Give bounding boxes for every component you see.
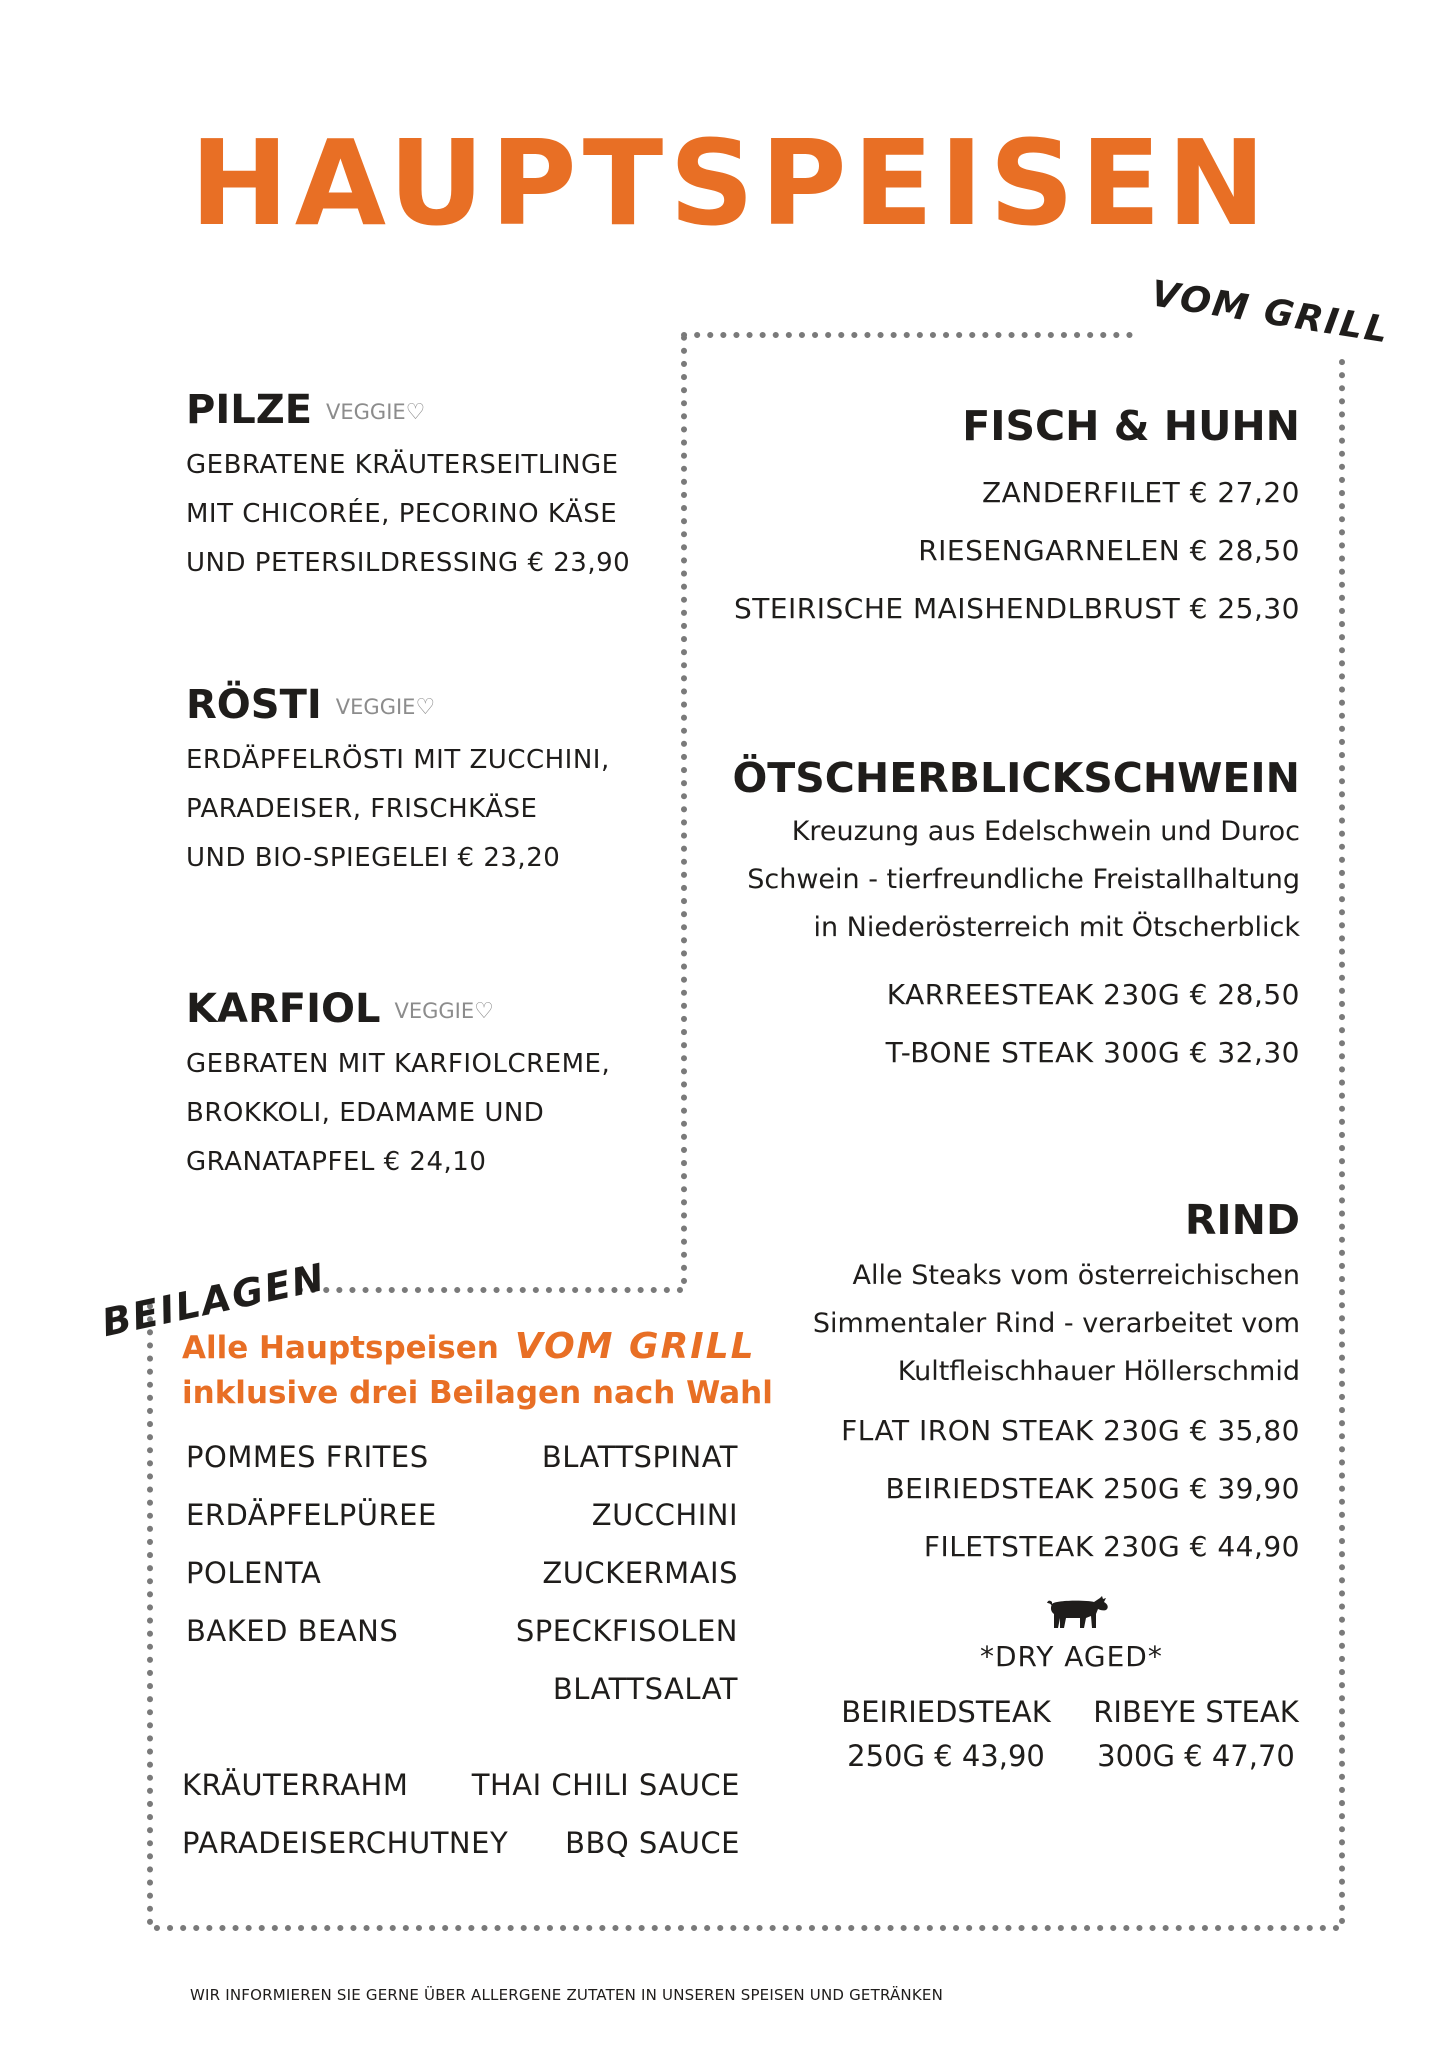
dish-description-roesti: ERDÄPFELRÖSTI MIT ZUCCHINI, PARADEISER, FRISCHKÄSE UND BIO-SPIEGELEI € 23,20 (186, 745, 610, 873)
section-description: Schwein - tierfreundliche Freistallhaltung (747, 864, 1300, 895)
heart-icon: ♡ (405, 399, 426, 425)
sauce-list-right (440, 1756, 740, 1872)
veggie-badge: VEGGIE♡ (326, 399, 426, 425)
menu-item: FLAT IRON STEAK 230G € 35,80 (841, 1414, 1300, 1447)
page-title: HAUPTSPEISEN (190, 114, 1272, 252)
side-item: POLENTA (186, 1556, 322, 1590)
section-heading-rind: RIND (1184, 1196, 1300, 1244)
menu-item: T-BONE STEAK 300G € 32,30 (885, 1036, 1300, 1069)
sauce-item: BBQ SAUCE (565, 1826, 740, 1860)
heart-icon: ♡ (415, 694, 436, 720)
menu-item: FILETSTEAK 230G € 44,90 (923, 1530, 1300, 1563)
section-description: Kreuzung aus Edelschwein und Duroc (791, 816, 1300, 847)
dish-description-pilze: GEBRATENE KRÄUTERSEITLINGE MIT CHICORÉE, PECORINO KÄSE UND PETERSILDRESSING € 23,90 (186, 450, 631, 578)
side-item: BLATTSPINAT (541, 1440, 738, 1474)
section-description: Simmentaler Rind - verarbeitet vom (812, 1308, 1300, 1339)
menu-item: KARREESTEAK 230G € 28,50 (886, 978, 1300, 1011)
veggie-badge: VEGGIE♡ (394, 998, 494, 1024)
section-description: Kultfleischhauer Höllerschmid (897, 1356, 1300, 1387)
dish-heading-roesti: RÖSTI VEGGIE♡ (186, 682, 436, 728)
side-item: POMMES FRITES (186, 1440, 429, 1474)
sauce-item: PARADEISERCHUTNEY (182, 1826, 509, 1860)
section-heading-schwein: ÖTSCHERBLICKSCHWEIN (732, 754, 1300, 802)
section-description: Alle Steaks vom österreichischen (852, 1260, 1300, 1291)
side-list-left (186, 1428, 437, 1660)
menu-item: ZANDERFILET € 27,20 (981, 476, 1300, 509)
dry-aged-item-ribeye: RIBEYE STEAK 300G € 47,70 (1093, 1695, 1299, 1773)
menu-item: RIESENGARNELEN € 28,50 (918, 534, 1300, 567)
dry-aged-item-beiriedsteak: BEIRIEDSTEAK 250G € 43,90 (841, 1695, 1051, 1773)
dish-heading-pilze: PILZE VEGGIE♡ (186, 387, 426, 433)
side-item: BAKED BEANS (186, 1614, 399, 1648)
cow-icon (1046, 1592, 1110, 1632)
side-item: SPECKFISOLEN (515, 1614, 738, 1648)
menu-item: STEIRISCHE MAISHENDLBRUST € 25,30 (733, 592, 1300, 625)
dish-description-karfiol: GEBRATEN MIT KARFIOLCREME, BROKKOLI, EDAMAME UND GRANATAPFEL € 24,10 (186, 1049, 611, 1177)
veggie-badge: VEGGIE♡ (335, 694, 436, 720)
dry-aged-label: *DRY AGED* (980, 1640, 1163, 1673)
beilagen-tag: BEILAGEN (97, 1254, 330, 1346)
vom-grill-tag: VOM GRILL (1148, 273, 1393, 352)
section-heading-fisch-huhn: FISCH & HUHN (962, 402, 1300, 450)
side-item: ZUCCHINI (591, 1498, 738, 1532)
side-list-right (480, 1428, 738, 1718)
vom-grill-inline: VOM GRILL (514, 1326, 756, 1367)
side-item: BLATTSALAT (552, 1672, 738, 1706)
menu-item: BEIRIEDSTEAK 250G € 39,90 (885, 1472, 1300, 1505)
side-item: ERDÄPFELPÜREE (186, 1498, 437, 1532)
dish-heading-karfiol: KARFIOL VEGGIE♡ (186, 986, 494, 1032)
beilagen-intro-line-1: Alle Hauptspeisen VOM GRILL (182, 1326, 756, 1367)
side-item: ZUCKERMAIS (542, 1556, 738, 1590)
section-description: in Niederösterreich mit Ötscherblick (813, 912, 1300, 943)
sauce-item: THAI CHILI SAUCE (471, 1768, 740, 1802)
heart-icon: ♡ (474, 998, 494, 1024)
allergen-footer-note: WIR INFORMIEREN SIE GERNE ÜBER ALLERGENE ZUTATEN IN UNSEREN SPEISEN UND GETRÄNKEN (190, 1986, 943, 2004)
beilagen-intro-line-2: inklusive drei Beilagen nach Wahl (182, 1375, 773, 1411)
sauce-item: KRÄUTERRAHM (182, 1768, 409, 1802)
